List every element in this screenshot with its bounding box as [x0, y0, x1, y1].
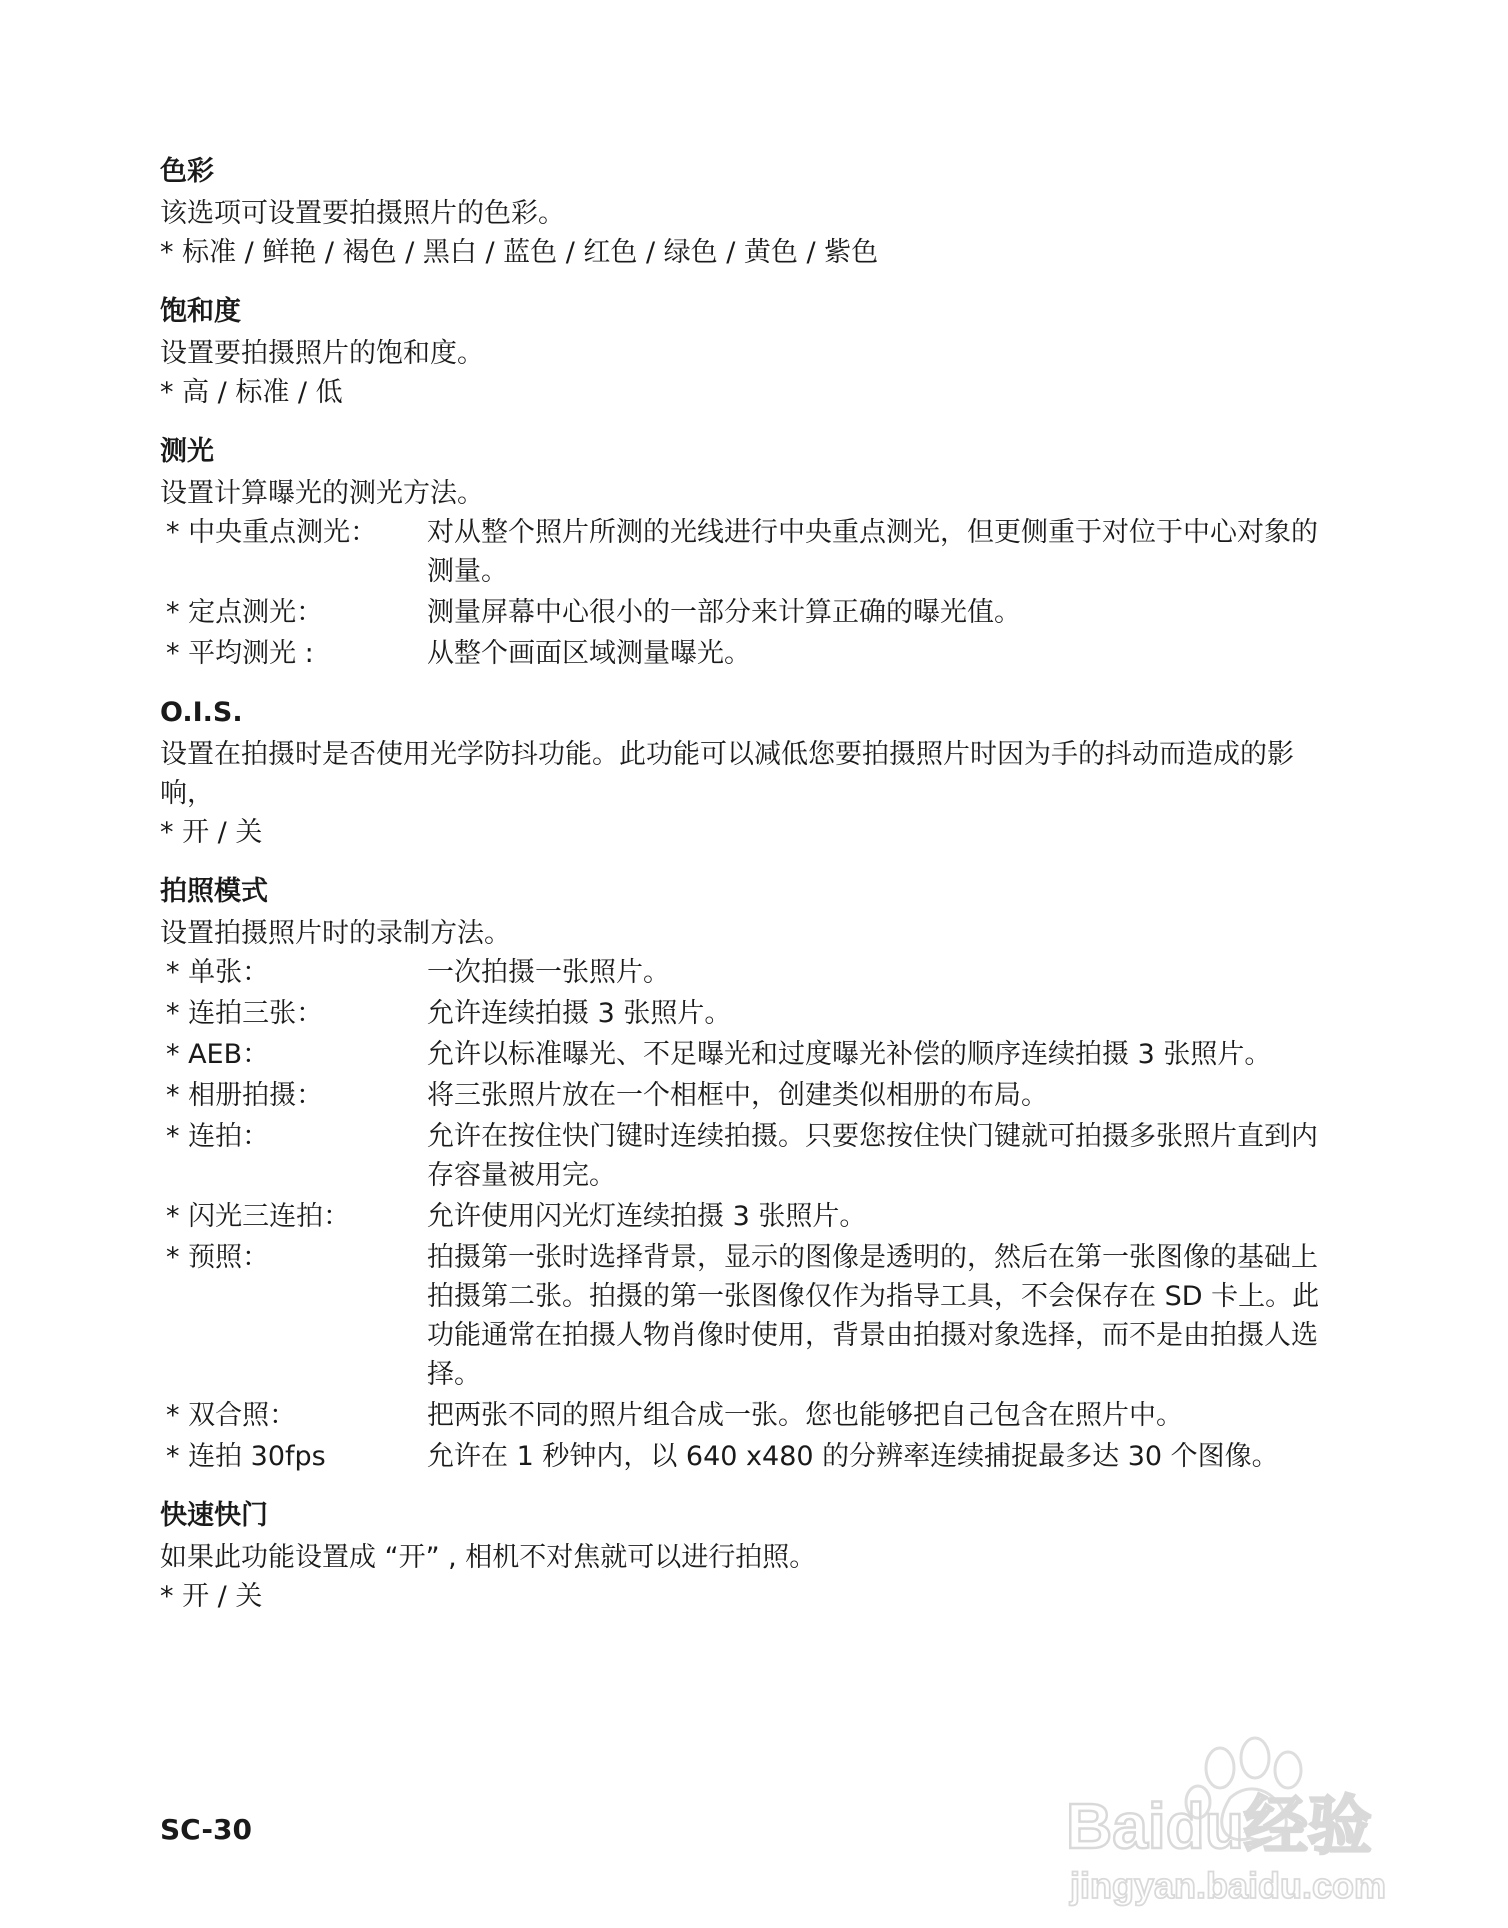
option-row	[160, 1117, 1340, 1195]
option-description: 一次拍摄一张照片。	[427, 957, 670, 988]
option-row	[160, 1396, 1340, 1435]
option-row	[160, 593, 1340, 632]
option-description: 将三张照片放在一个相框中，创建类似相册的布局。	[427, 1080, 1048, 1111]
option-row	[160, 1238, 1340, 1394]
page-number: SC-30	[160, 1813, 252, 1846]
option-description: 对从整个照片所测的光线进行中央重点测光，但更侧重于对位于中心对象的测量。	[427, 517, 1318, 587]
option-label: * 中央重点测光：	[166, 517, 378, 548]
section-color	[160, 150, 1340, 272]
option-label: * 双合照：	[166, 1400, 297, 1431]
option-row	[160, 953, 1340, 992]
watermark-url: jingyan.baidu.com	[1070, 1865, 1387, 1906]
option-description: 允许在 1 秒钟内，以 640 x480 的分辨率连续捕捉最多达 30 个图像。	[427, 1441, 1279, 1472]
option-label: * AEB：	[166, 1039, 270, 1070]
option-description: 允许连续拍摄 3 张照片。	[427, 998, 732, 1029]
section-shooting-mode	[160, 870, 1340, 1476]
option-label: * 定点测光：	[166, 597, 324, 628]
option-values: * 开 / 关	[160, 817, 263, 848]
section-saturation	[160, 290, 1340, 412]
section-description: 设置计算曝光的测光方法。	[160, 478, 484, 509]
option-description: 允许在按住快门键时连续拍摄。只要您按住快门键就可拍摄多张照片直到内存容量被用完。	[427, 1121, 1318, 1191]
section-heading: 测光	[160, 436, 214, 467]
option-description: 把两张不同的照片组合成一张。您也能够把自己包含在照片中。	[427, 1400, 1183, 1431]
manual-page	[160, 150, 1340, 1634]
option-label: * 闪光三连拍：	[166, 1201, 351, 1232]
option-description: 允许以标准曝光、不足曝光和过度曝光补偿的顺序连续拍摄 3 张照片。	[427, 1039, 1272, 1070]
option-values: * 开 / 关	[160, 1581, 263, 1612]
option-row	[160, 1197, 1340, 1236]
section-description: 设置拍摄照片时的录制方法。	[160, 918, 511, 949]
section-quick-shutter	[160, 1494, 1340, 1616]
option-label: * 单张：	[166, 957, 270, 988]
option-values: * 高 / 标准 / 低	[160, 377, 343, 408]
section-description: 设置在拍摄时是否使用光学防抖功能。此功能可以减低您要拍摄照片时因为手的抖动而造成的影响，	[160, 739, 1294, 809]
option-row	[160, 1076, 1340, 1115]
option-values: * 标准 / 鲜艳 / 褐色 / 黑白 / 蓝色 / 红色 / 绿色 / 黄色 / 紫色	[160, 237, 879, 268]
option-label: * 连拍三张：	[166, 998, 324, 1029]
option-row	[160, 994, 1340, 1033]
section-description: 设置要拍摄照片的饱和度。	[160, 338, 484, 369]
option-row	[160, 634, 1340, 673]
option-description: 测量屏幕中心很小的一部分来计算正确的曝光值。	[427, 597, 1021, 628]
option-row	[160, 513, 1340, 591]
option-description: 拍摄第一张时选择背景，显示的图像是透明的，然后在第一张图像的基础上拍摄第二张。拍摄的第一张图像仅作为指导工具，不会保存在 SD 卡上。此功能通常在拍摄人物肖像时使用，背景由拍摄对象选择，而不是由拍摄人选择。	[427, 1242, 1320, 1390]
section-heading: 快速快门	[160, 1500, 268, 1531]
section-heading: O.I.S.	[160, 697, 243, 728]
option-label: * 连拍：	[166, 1121, 270, 1152]
option-label: * 平均测光 :	[166, 638, 314, 669]
section-heading: 拍照模式	[160, 876, 268, 907]
section-metering	[160, 430, 1340, 673]
option-label: * 相册拍摄：	[166, 1080, 324, 1111]
section-description: 如果此功能设置成 “开” , 相机不对焦就可以进行拍照。	[160, 1542, 817, 1573]
section-description: 该选项可设置要拍摄照片的色彩。	[160, 198, 565, 229]
section-heading: 色彩	[160, 156, 214, 187]
section-ois	[160, 691, 1340, 852]
option-row	[160, 1035, 1340, 1074]
option-description: 允许使用闪光灯连续拍摄 3 张照片。	[427, 1201, 867, 1232]
option-label: * 连拍 30fps	[166, 1441, 326, 1472]
section-heading: 饱和度	[160, 296, 241, 327]
watermark-brand: Baidu经验	[1066, 1790, 1372, 1862]
baidu-jingyan-watermark	[1060, 1720, 1460, 1910]
option-description: 从整个画面区域测量曝光。	[427, 638, 751, 669]
option-row	[160, 1437, 1340, 1476]
option-label: * 预照：	[166, 1242, 270, 1273]
